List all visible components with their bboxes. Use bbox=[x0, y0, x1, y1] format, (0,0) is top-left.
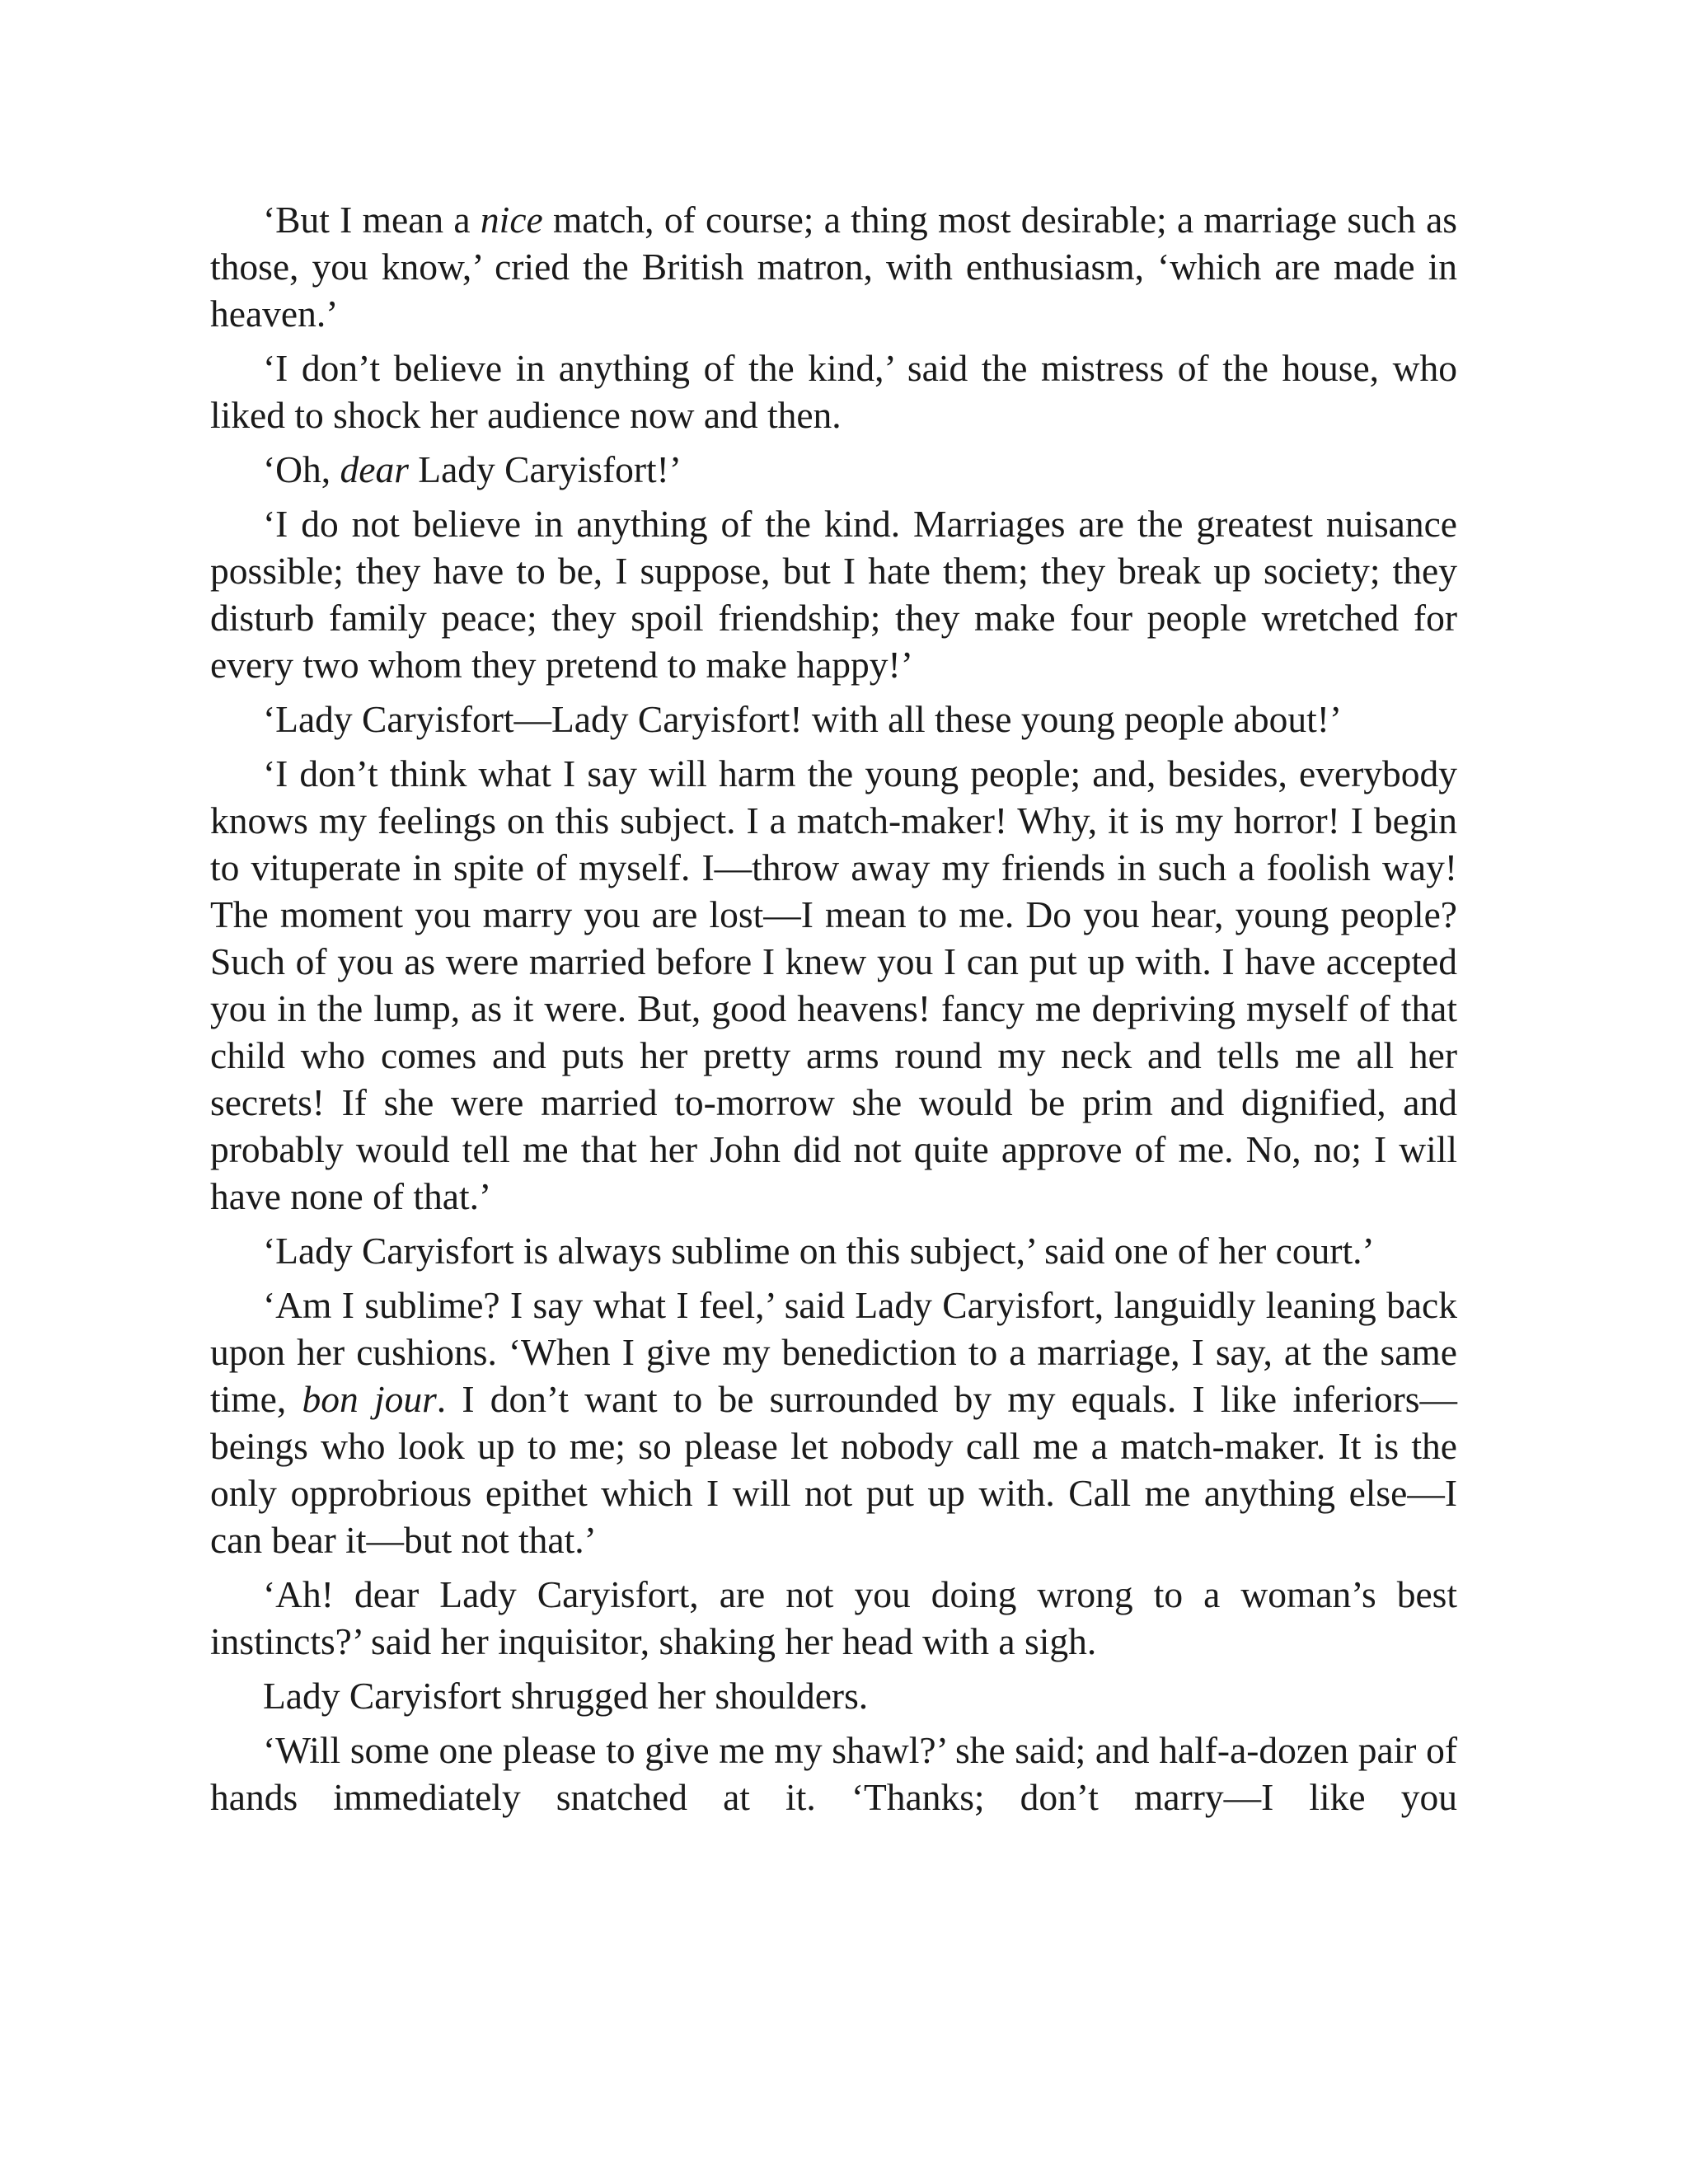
italic-text: bon jour bbox=[302, 1378, 437, 1420]
text-run: Lady Caryisfort shrugged her shoulders. bbox=[263, 1675, 869, 1717]
paragraph bbox=[210, 500, 1457, 688]
paragraph bbox=[210, 1727, 1457, 1821]
paragraph bbox=[210, 696, 1457, 743]
paragraph bbox=[210, 344, 1457, 438]
text-run: ‘I do not believe in anything of the kind. Marriages are the greatest nuisance possible; they have to be, I suppose, but I hate them; they break up society; they disturb family peace; they spoil friendship; they make four people wretched for every two whom they pretend to make happy!’ bbox=[210, 503, 1457, 686]
text-run: Lady Caryisfort!’ bbox=[408, 448, 682, 490]
paragraph bbox=[210, 1571, 1457, 1665]
page-body bbox=[210, 196, 1457, 1828]
text-run: ‘Will some one please to give me my shawl?’ she said; and half-a-dozen pair of hands immediately snatched at it. ‘Thanks; don’t marry—I like you bbox=[210, 1729, 1457, 1818]
text-run: . I don’t want to be surrounded by my equals. I like inferiors—beings who look up to me; so please let nobody call me a match-maker. It is the only opprobrious epithet which I will not put up with. Call me anything else—I can bear it—but not that.’ bbox=[210, 1378, 1457, 1561]
text-run: ‘I don’t believe in anything of the kind,’ said the mistress of the house, who liked to shock her audience now and then. bbox=[210, 347, 1457, 436]
text-run: ‘Lady Caryisfort—Lady Caryisfort! with all these young people about!’ bbox=[263, 698, 1343, 740]
text-run: ‘Ah! dear Lady Caryisfort, are not you doing wrong to a woman’s best instincts?’ said her inquisitor, shaking her head with a sigh. bbox=[210, 1573, 1457, 1662]
paragraph bbox=[210, 196, 1457, 337]
italic-text: nice bbox=[480, 199, 543, 241]
text-run: ‘I don’t think what I say will harm the young people; and, besides, everybody knows my feelings on this subject. I a match-maker! Why, it is my horror! I begin to vituperate in spite of myself. I—throw away my friends in such a foolish way! The moment you marry you are lost—I mean to me. Do you hear, young people? Such of you as were married before I knew you I can put up with. I have accepted you in the lump, as it were. But, good heavens! fancy me depriving myself of that child who comes and puts her pretty arms round my neck and tells me all her secrets! If she were married to-morrow she would be prim and dignified, and probably would tell me that her John did not quite approve of me. No, no; I will have none of that.’ bbox=[210, 752, 1457, 1217]
text-run: ‘Am I sublime? I say what I feel,’ said Lady Caryisfort, languidly leaning back upon her cushions. ‘When I give my benediction to a marriage, I say, at the same time, bbox=[210, 1284, 1457, 1420]
text-run: ‘Oh, bbox=[263, 448, 340, 490]
italic-text: dear bbox=[340, 448, 409, 490]
paragraph bbox=[210, 1227, 1457, 1274]
paragraph bbox=[210, 1282, 1457, 1563]
text-run: ‘Lady Caryisfort is always sublime on this subject,’ said one of her court.’ bbox=[263, 1230, 1375, 1272]
paragraph bbox=[210, 1672, 1457, 1719]
text-run: ‘But I mean a bbox=[263, 199, 481, 241]
paragraph bbox=[210, 446, 1457, 493]
paragraph bbox=[210, 750, 1457, 1220]
text-run: match, of course; a thing most desirable; a marriage such as those, you know,’ cried the British matron, with enthusiasm, ‘which are made in heaven.’ bbox=[210, 199, 1457, 335]
